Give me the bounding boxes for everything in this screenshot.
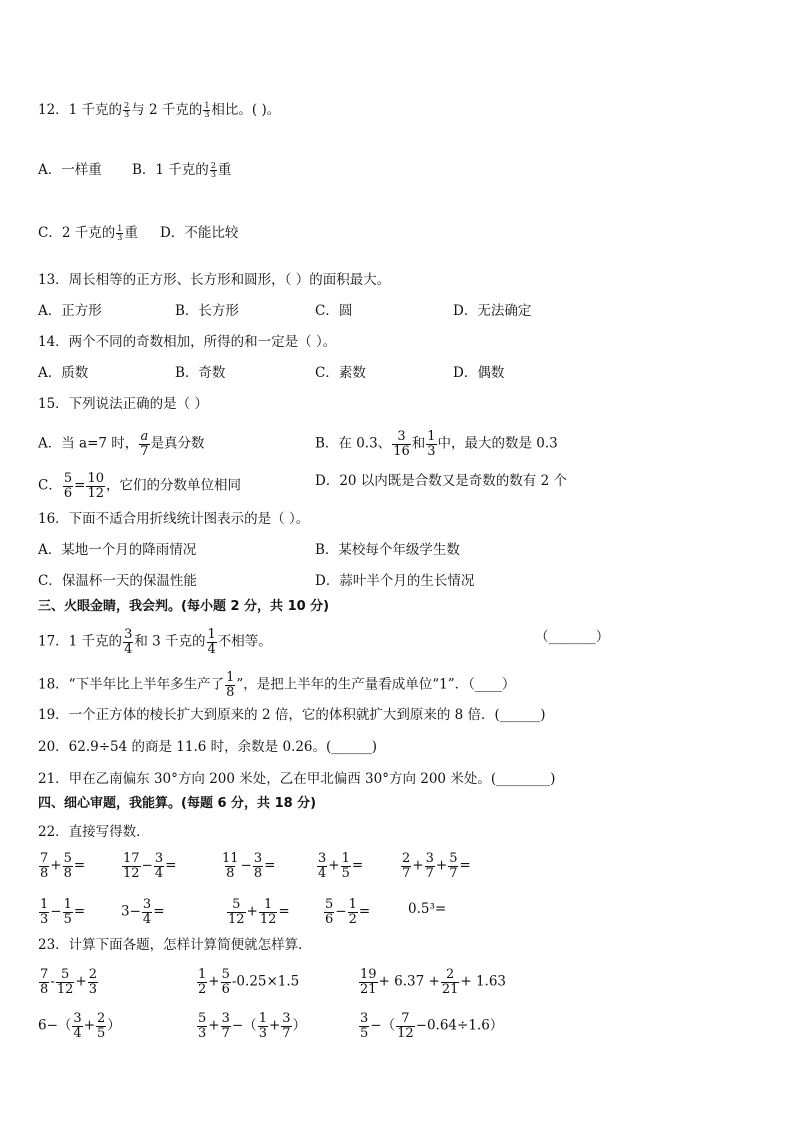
fraction bbox=[116, 225, 123, 243]
denominator: 3 bbox=[204, 110, 210, 119]
q17: 17．1 千克的 $\frac{3}{4}$ 和 3 千克的 $\frac{1}{4}$ 不相等。 bbox=[38, 627, 272, 657]
fraction bbox=[207, 628, 217, 656]
q16-option-a: A．某地一个月的降雨情况 bbox=[38, 542, 197, 558]
denominator: 5 bbox=[63, 911, 72, 927]
numerator: 10 bbox=[87, 471, 104, 486]
q15-option-d: D．20 以内既是合数又是奇数的数有 2 个 bbox=[315, 473, 567, 489]
q22-item: $\frac{11}{8}$ − $\frac{3}{8}$ = bbox=[222, 851, 276, 881]
q23-expression: $\frac{1}{2}$ + $\frac{5}{6}$ -0.25×1.5 bbox=[198, 967, 300, 997]
fraction bbox=[86, 472, 105, 500]
denominator: 3 bbox=[427, 443, 436, 459]
denominator: 7 bbox=[140, 443, 149, 459]
numerator: 2 bbox=[97, 1011, 106, 1026]
denominator: 7 bbox=[282, 1025, 291, 1041]
denominator: 7 bbox=[449, 865, 458, 881]
denominator: 8 bbox=[40, 981, 49, 997]
denominator: 21 bbox=[441, 981, 459, 997]
q23-expression: 6−（ $\frac{3}{4}$ + $\frac{2}{5}$ ） bbox=[38, 1011, 121, 1041]
denominator: 8 bbox=[40, 865, 49, 881]
q13-option-d: D．无法确定 bbox=[453, 303, 532, 319]
numerator: 1 bbox=[198, 967, 207, 982]
numerator: 2 bbox=[402, 851, 411, 866]
fraction bbox=[359, 968, 378, 996]
denominator: 16 bbox=[393, 443, 410, 459]
numerator: 5 bbox=[325, 897, 334, 912]
numerator: 3 bbox=[124, 627, 133, 642]
answer-blank[interactable]: （_______） bbox=[535, 629, 610, 645]
fraction bbox=[122, 852, 141, 880]
numerator: 3 bbox=[142, 897, 152, 912]
denominator: 8 bbox=[253, 865, 263, 881]
q18: 18．“下半年比上半年多生产了 $\frac{1}{8}$ ”，是把上半年的生产量看成单位“1”．（____） bbox=[38, 670, 516, 700]
q12-option-a: A．一样重 bbox=[38, 162, 102, 178]
denominator: 12 bbox=[397, 1025, 414, 1041]
numerator: 5 bbox=[232, 897, 241, 912]
denominator: 6 bbox=[63, 485, 73, 501]
q22-item: $\frac{7}{8}$ + $\frac{5}{8}$ = bbox=[40, 851, 86, 881]
q12-option-d: D．不能比较 bbox=[160, 225, 239, 241]
numerator: 3 bbox=[425, 851, 434, 866]
q13-option-b: B．长方形 bbox=[175, 303, 239, 319]
fraction bbox=[39, 968, 49, 996]
q12-option-c: C．2 千克的 $\frac{1}{3}$ 重 bbox=[38, 223, 138, 242]
denominator: 4 bbox=[154, 865, 164, 881]
numerator: 1 bbox=[226, 670, 235, 685]
fraction bbox=[396, 1012, 415, 1040]
denominator: 21 bbox=[360, 981, 377, 997]
numerator: 2 bbox=[445, 967, 455, 982]
denominator: 12 bbox=[56, 981, 74, 997]
numerator: 5 bbox=[221, 967, 230, 982]
numerator: 2 bbox=[124, 100, 130, 110]
denominator: 3 bbox=[258, 1025, 267, 1041]
numerator: a bbox=[140, 429, 149, 444]
fraction bbox=[63, 472, 73, 500]
numerator: 5 bbox=[60, 967, 70, 982]
fraction bbox=[441, 968, 460, 996]
fraction bbox=[258, 1012, 268, 1040]
q20: 20．62.9÷54 的商是 11.6 时，余数是 0.26。(______) bbox=[38, 739, 378, 755]
section-heading: 三、火眼金睛，我会判。(每小题 2 分，共 10 分) bbox=[38, 599, 330, 614]
denominator: 12 bbox=[87, 485, 104, 501]
denominator: 12 bbox=[228, 911, 245, 927]
q16-option-c: C．保温杯一天的保温性能 bbox=[38, 573, 197, 589]
q23-expression: $\frac{5}{3}$ + $\frac{3}{7}$ −（ $\frac{1}{3}$ + $\frac{3}{7}$ ） bbox=[198, 1011, 307, 1041]
numerator: 7 bbox=[40, 851, 49, 866]
q22-item: 3− $\frac{3}{4}$ = bbox=[121, 897, 165, 927]
fraction bbox=[72, 1012, 82, 1040]
numerator: 1 bbox=[263, 897, 273, 912]
q12-stem: 12．1 千克的 $\frac{2}{3}$ 与 2 千克的 $\frac{1}{3}$ 相比。( )。 bbox=[38, 100, 281, 119]
fraction bbox=[210, 162, 217, 180]
numerator: 1 bbox=[427, 429, 436, 444]
fraction bbox=[203, 102, 210, 120]
fraction bbox=[426, 430, 436, 458]
q22-item: $\frac{3}{4}$ + $\frac{1}{5}$ = bbox=[318, 851, 364, 881]
denominator: 6 bbox=[325, 911, 334, 927]
fraction bbox=[139, 430, 149, 458]
denominator: 12 bbox=[259, 911, 277, 927]
section-heading: 四、细心审题，我能算。(每题 6 分，共 18 分) bbox=[38, 796, 317, 811]
q13-option-a: A．正方形 bbox=[38, 303, 102, 319]
denominator: 5 bbox=[97, 1025, 106, 1041]
numerator: 11 bbox=[222, 851, 239, 866]
denominator: 4 bbox=[318, 865, 327, 881]
fraction bbox=[225, 671, 235, 699]
fraction bbox=[154, 852, 164, 880]
numerator: 3 bbox=[397, 429, 406, 444]
q14-stem: 14．两个不同的奇数相加，所得的和一定是（ ）。 bbox=[38, 334, 337, 350]
denominator: 4 bbox=[73, 1025, 82, 1041]
numerator: 1 bbox=[207, 627, 216, 642]
q21: 21．甲在乙南偏东 30°方向 200 米处，乙在甲北偏西 30°方向 200 米处。(________) bbox=[38, 771, 556, 787]
q16-stem: 16．下面不适合用折线统计图表示的是（ ）。 bbox=[38, 511, 310, 527]
fraction bbox=[359, 1012, 369, 1040]
fraction bbox=[63, 898, 73, 926]
fraction bbox=[317, 852, 327, 880]
q16-option-b: B．某校每个年级学生数 bbox=[315, 542, 460, 558]
numerator: 3 bbox=[360, 1011, 369, 1026]
numerator: 5 bbox=[198, 1011, 207, 1026]
q22-item: $\frac{2}{7}$ + $\frac{3}{7}$ + $\frac{5}{7}$ = bbox=[402, 851, 471, 881]
numerator: 3 bbox=[318, 851, 327, 866]
fraction bbox=[142, 898, 152, 926]
fraction bbox=[227, 898, 246, 926]
q19: 19．一个正方体的棱长扩大到原来的 2 倍，它的体积就扩大到原来的 8 倍．(______) bbox=[38, 707, 546, 723]
fraction bbox=[63, 852, 73, 880]
denominator: 4 bbox=[124, 641, 133, 657]
denominator: 2 bbox=[348, 911, 357, 927]
fraction bbox=[88, 968, 98, 996]
fraction bbox=[96, 1012, 106, 1040]
denominator: 12 bbox=[123, 865, 140, 881]
denominator: 8 bbox=[226, 865, 235, 881]
fraction bbox=[401, 852, 411, 880]
q15-stem: 15．下列说法正确的是（ ） bbox=[38, 396, 208, 412]
fraction bbox=[123, 628, 133, 656]
numerator: 1 bbox=[204, 100, 210, 110]
numerator: 7 bbox=[401, 1011, 410, 1026]
fraction bbox=[348, 898, 358, 926]
fraction bbox=[392, 430, 411, 458]
denominator: 5 bbox=[341, 865, 350, 881]
fraction bbox=[123, 102, 130, 120]
fraction bbox=[221, 968, 231, 996]
q22-item: 0.5³= bbox=[408, 901, 447, 917]
numerator: 3 bbox=[73, 1011, 82, 1026]
fraction bbox=[197, 968, 207, 996]
fraction bbox=[425, 852, 435, 880]
q22-item: $\frac{5}{12}$ + $\frac{1}{12}$ = bbox=[228, 897, 290, 927]
numerator: 2 bbox=[210, 160, 216, 170]
denominator: 6 bbox=[221, 981, 230, 997]
denominator: 3 bbox=[117, 233, 123, 242]
fraction bbox=[281, 1012, 291, 1040]
q22-stem: 22．直接写得数． bbox=[38, 824, 150, 840]
numerator: 19 bbox=[360, 967, 377, 982]
q16-option-d: D．蒜叶半个月的生长情况 bbox=[315, 573, 475, 589]
fraction bbox=[253, 852, 263, 880]
fraction bbox=[259, 898, 278, 926]
denominator: 3 bbox=[88, 981, 97, 997]
numerator: 5 bbox=[449, 851, 458, 866]
q22-item: $\frac{5}{6}$ − $\frac{1}{2}$ = bbox=[325, 897, 371, 927]
fraction bbox=[448, 852, 458, 880]
denominator: 4 bbox=[142, 911, 152, 927]
q23-expression: $\frac{7}{8}$ - $\frac{5}{12}$ + $\frac{2}{3}$ bbox=[40, 967, 97, 997]
denominator: 3 bbox=[40, 911, 49, 927]
denominator: 7 bbox=[221, 1025, 230, 1041]
numerator: 1 bbox=[348, 897, 357, 912]
denominator: 7 bbox=[425, 865, 434, 881]
numerator: 1 bbox=[40, 897, 49, 912]
denominator: 3 bbox=[124, 110, 130, 119]
denominator: 7 bbox=[402, 865, 411, 881]
fraction bbox=[197, 1012, 207, 1040]
denominator: 4 bbox=[207, 641, 216, 657]
q13-stem: 13．周长相等的正方形、长方形和圆形，（ ）的面积最大。 bbox=[38, 272, 391, 288]
numerator: 7 bbox=[40, 967, 49, 982]
numerator: 2 bbox=[88, 967, 97, 982]
numerator: 3 bbox=[253, 851, 263, 866]
fraction bbox=[221, 852, 240, 880]
q13-option-c: C．圆 bbox=[315, 303, 353, 319]
q15-option-a: A．当 a=7 时， $\frac{a}{7}$ 是真分数 bbox=[38, 429, 205, 459]
q14-option-c: C．素数 bbox=[315, 365, 366, 381]
denominator: 3 bbox=[198, 1025, 207, 1041]
fraction bbox=[221, 1012, 231, 1040]
fraction bbox=[324, 898, 334, 926]
q23-expression: $\frac{19}{21}$ + 6.37 + $\frac{2}{21}$ + 1.63 bbox=[360, 967, 507, 997]
numerator: 1 bbox=[341, 851, 350, 866]
numerator: 3 bbox=[282, 1011, 291, 1026]
q12-option-b: B．1 千克的 $\frac{2}{3}$ 重 bbox=[132, 160, 232, 179]
fraction bbox=[341, 852, 351, 880]
denominator: 8 bbox=[63, 865, 72, 881]
numerator: 1 bbox=[63, 897, 72, 912]
q14-option-d: D．偶数 bbox=[453, 365, 505, 381]
denominator: 3 bbox=[210, 170, 216, 179]
fraction bbox=[39, 898, 49, 926]
q15-option-c: C． $\frac{5}{6}$ = $\frac{10}{12}$ ，它们的分数单位相同 bbox=[38, 471, 241, 501]
denominator: 8 bbox=[226, 684, 235, 700]
fraction bbox=[56, 968, 75, 996]
numerator: 17 bbox=[123, 851, 140, 866]
q22-item: $\frac{1}{3}$ − $\frac{1}{5}$ = bbox=[40, 897, 86, 927]
numerator: 3 bbox=[154, 851, 164, 866]
numerator: 3 bbox=[221, 1011, 230, 1026]
numerator: 5 bbox=[63, 851, 72, 866]
fraction bbox=[39, 852, 49, 880]
numerator: 1 bbox=[258, 1011, 267, 1026]
q15-option-b: B．在 0.3、 $\frac{3}{16}$ 和 $\frac{1}{3}$ 中，最大的数是 0.3 bbox=[315, 429, 558, 459]
q14-option-b: B．奇数 bbox=[175, 365, 226, 381]
denominator: 2 bbox=[198, 981, 207, 997]
q23-expression: $\frac{3}{5}$ −（ $\frac{7}{12}$ −0.64÷1.6） bbox=[360, 1011, 504, 1041]
q23-stem: 23．计算下面各题，怎样计算简便就怎样算． bbox=[38, 937, 312, 953]
numerator: 5 bbox=[63, 471, 73, 486]
numerator: 1 bbox=[117, 223, 123, 233]
q14-option-a: A．质数 bbox=[38, 365, 89, 381]
denominator: 5 bbox=[360, 1025, 369, 1041]
q22-item: $\frac{17}{12}$ − $\frac{3}{4}$ = bbox=[123, 851, 177, 881]
